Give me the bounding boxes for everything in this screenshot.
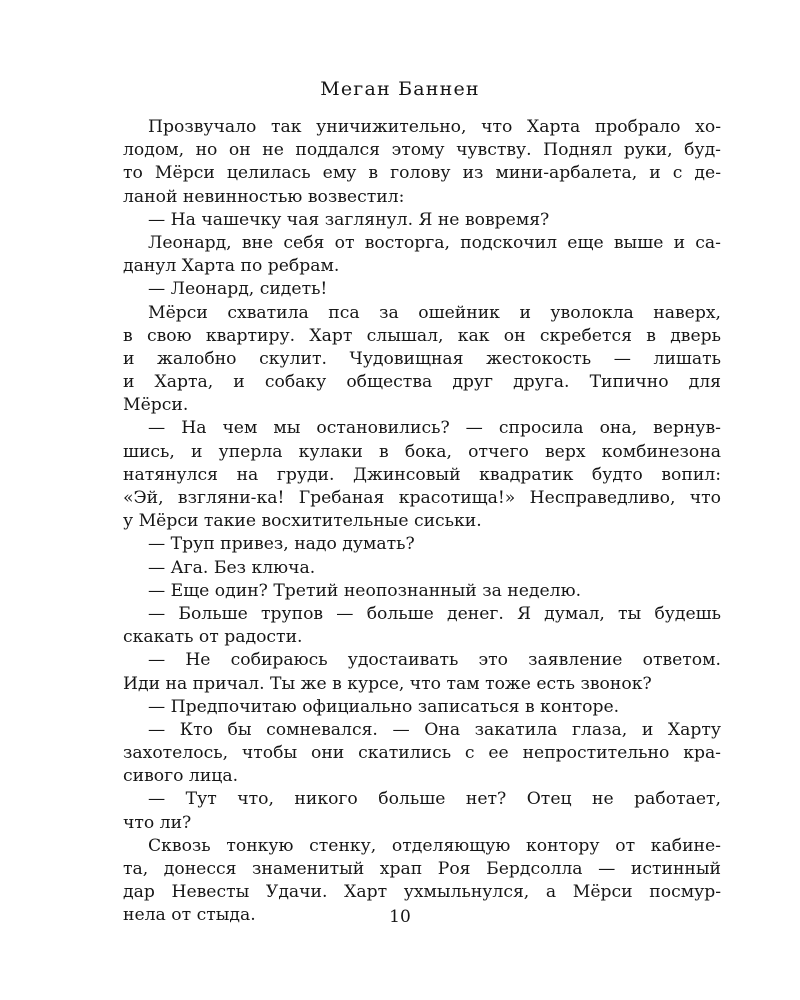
dialogue-line: — Больше трупов — больше денег. Я думал, ты будешь — [148, 603, 721, 624]
page-number: 10 — [389, 907, 411, 927]
dialogue-line: — Тут что, никого больше нет? Отец не работает, — [148, 789, 721, 810]
text-line: сивого лица. — [123, 766, 239, 787]
text-line: и Харта, и собаку общества друг друга. Типично для — [123, 372, 721, 393]
text-line: нела от стыда. — [123, 905, 256, 926]
dialogue-line: — На чем мы остановились? — спросила она, вернув- — [148, 418, 721, 439]
text-line: Мёрси. — [123, 395, 189, 416]
text-line: данул Харта по ребрам. — [123, 256, 340, 277]
dialogue-line: — Кто бы сомневался. — Она закатила глаза, и Харту — [148, 719, 721, 740]
dialogue-line: — Не собираюсь удостаивать это заявление ответом. — [148, 650, 721, 671]
text-line: Сквозь тонкую стенку, отделяющую контору от кабине- — [148, 835, 721, 856]
text-line: дар Невесты Удачи. Харт ухмыльнулся, а Мёрси посмур- — [123, 882, 721, 903]
dialogue-line: — Еще один? Третий неопознанный за неделю. — [148, 580, 582, 601]
text-line: то Мёрси целилась ему в голову из мини-арбалета, и с де- — [123, 163, 721, 184]
dialogue-line: — Труп привез, надо думать? — [148, 534, 415, 555]
text-line: скакать от радости. — [123, 627, 303, 648]
text-line: в свою квартиру. Харт слышал, как он скребется в дверь — [123, 325, 721, 346]
text-line: натянулся на груди. Джинсовый квадратик будто вопил: — [123, 464, 721, 485]
dialogue-line: — Леонард, сидеть! — [148, 279, 328, 300]
text-line: что ли? — [123, 812, 192, 833]
text-line: Леонард, вне себя от восторга, подскочил еще выше и са- — [148, 232, 721, 253]
text-line: и жалобно скулит. Чудовищная жестокость — лишать — [123, 348, 721, 369]
body-text — [123, 116, 721, 928]
dialogue-line: — Ага. Без ключа. — [148, 557, 316, 578]
running-head-author: Меган Баннен — [320, 78, 480, 100]
text-line: Иди на причал. Ты же в курсе, что там тоже есть звонок? — [123, 673, 652, 694]
text-line: у Мёрси такие восхитительные сиськи. — [123, 511, 482, 532]
text-line: Прозвучало так уничижительно, что Харта пробрало хо- — [148, 117, 721, 137]
dialogue-line: — На чашечку чая заглянул. Я не вовремя? — [148, 209, 550, 230]
text-line: лодом, но он не поддался этому чувству. Поднял руки, буд- — [123, 140, 721, 161]
text-line: захотелось, чтобы они скатились с ее непростительно кра- — [123, 743, 721, 764]
dialogue-line: — Предпочитаю официально записаться в конторе. — [148, 696, 620, 717]
text-line: шись, и уперла кулаки в бока, отчего верх комбинезона — [123, 441, 721, 462]
text-line: ланой невинностью возвестил: — [123, 186, 405, 207]
text-line: та, донесся знаменитый храп Роя Бердсолла — истинный — [123, 859, 721, 879]
text-line: Мёрси схватила пса за ошейник и уволокла наверх, — [148, 302, 721, 323]
text-line: «Эй, взгляни-ка! Гребаная красотища!» Несправедливо, что — [123, 488, 721, 508]
